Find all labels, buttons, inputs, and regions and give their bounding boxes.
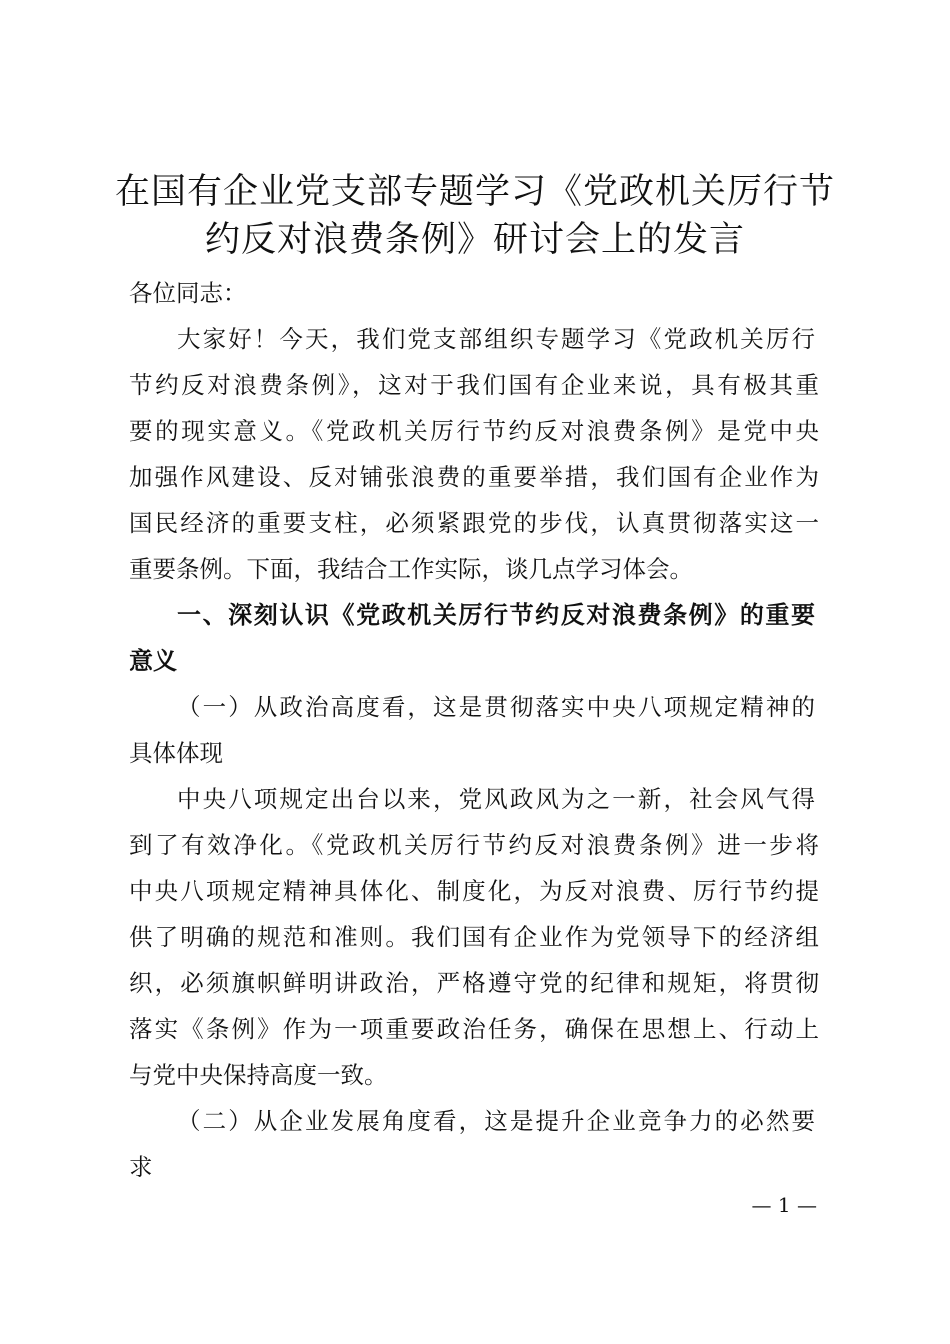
subsection-1-heading-line-2: 具体体现 [129,739,223,767]
section-1-heading-line-2: 意义 [129,647,177,675]
subsection-1-body-line-3: 中央八项规定精神具体化、制度化，为反对浪费、厉行节约提 [129,877,819,905]
intro-line-1: 大家好！今天，我们党支部组织专题学习《党政机关厉行 [177,325,815,353]
document-title-line-1: 在国有企业党支部专题学习《党政机关厉行节 [114,172,835,212]
subsection-1-body-line-1: 中央八项规定出台以来，党风政风为之一新，社会风气得 [177,785,815,813]
subsection-1-heading-line-1: （一）从政治高度看，这是贯彻落实中央八项规定精神的 [177,693,815,721]
subsection-1-body-line-4: 供了明确的规范和准则。我们国有企业作为党领导下的经济组 [129,923,819,951]
intro-line-3: 要的现实意义。《党政机关厉行节约反对浪费条例》是党中央 [129,417,819,445]
subsection-2-heading-line-1: （二）从企业发展角度看，这是提升企业竞争力的必然要 [177,1107,815,1135]
intro-line-4: 加强作风建设、反对铺张浪费的重要举措，我们国有企业作为 [129,463,819,491]
intro-line-6: 重要条例。下面，我结合工作实际，谈几点学习体会。 [129,555,693,583]
salutation: 各位同志： [129,279,247,307]
subsection-1-body-line-5: 织，必须旗帜鲜明讲政治，严格遵守党的纪律和规矩，将贯彻 [129,969,819,997]
subsection-1-body-line-2: 到了有效净化。《党政机关厉行节约反对浪费条例》进一步将 [129,831,819,859]
page-number: — 1 — [751,1193,817,1217]
subsection-2-heading-line-2: 求 [129,1153,153,1181]
section-1-heading-line-1: 一、深刻认识《党政机关厉行节约反对浪费条例》的重要 [177,601,815,629]
document-title-line-2: 约反对浪费条例》研讨会上的发言 [204,220,745,260]
intro-line-5: 国民经济的重要支柱，必须紧跟党的步伐，认真贯彻落实这一 [129,509,819,537]
subsection-1-body-line-7: 与党中央保持高度一致。 [129,1061,388,1089]
subsection-1-body-line-6: 落实《条例》作为一项重要政治任务，确保在思想上、行动上 [129,1015,819,1043]
intro-line-2: 节约反对浪费条例》，这对于我们国有企业来说，具有极其重 [129,371,819,399]
